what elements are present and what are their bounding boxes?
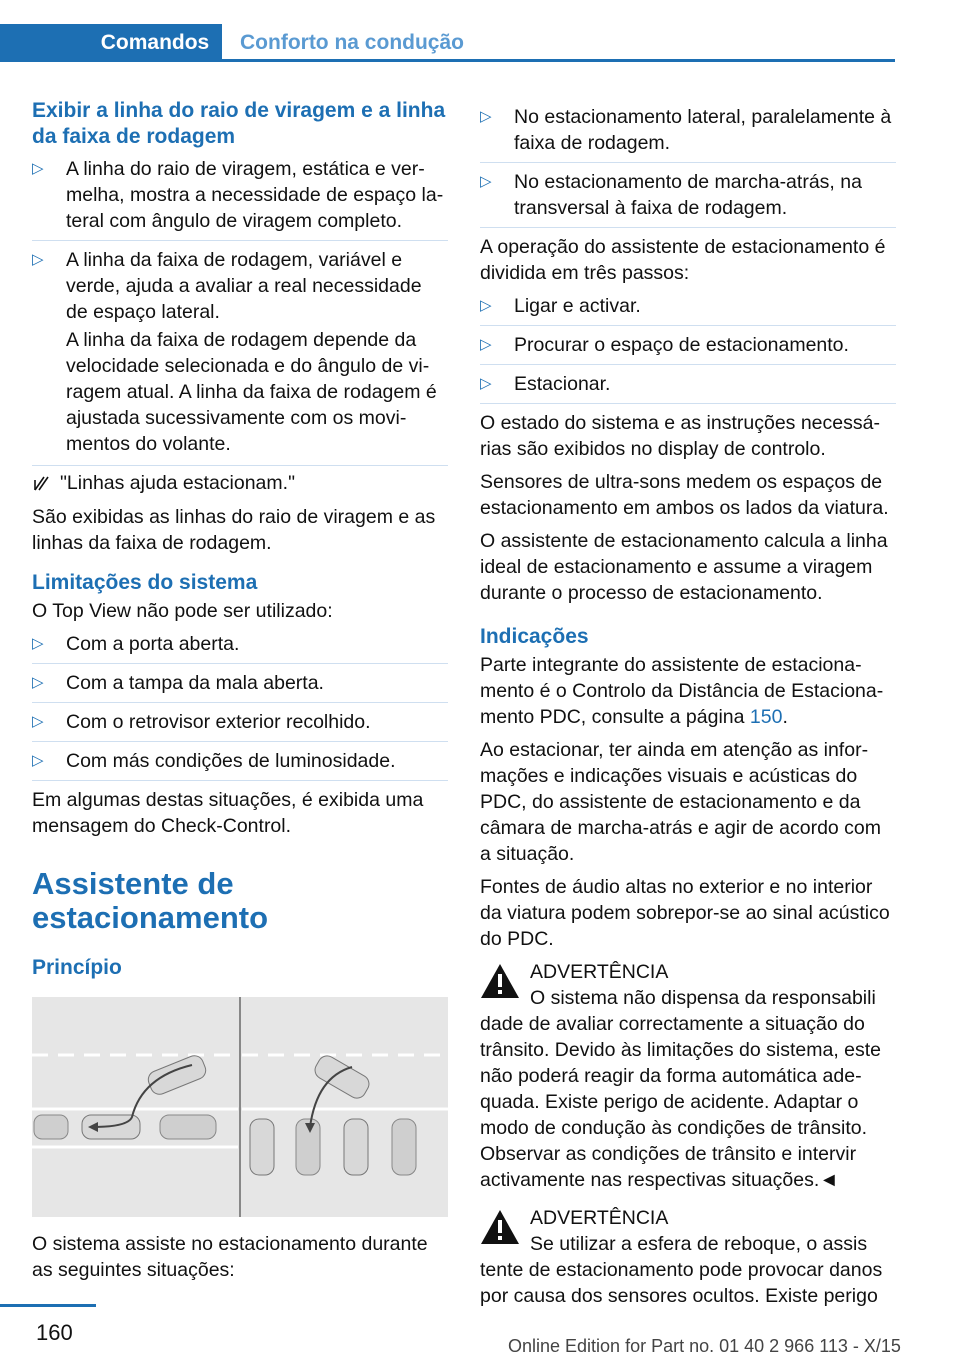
left-column bbox=[32, 98, 448, 1290]
list-situacoes bbox=[480, 104, 896, 228]
menu-selection-icon bbox=[32, 474, 50, 492]
warning-triangle-icon bbox=[480, 963, 520, 999]
triangle-bullet-icon: ▷ bbox=[480, 336, 492, 353]
page-number: 160 bbox=[36, 1320, 73, 1345]
paragraph: O Top View não pode ser utilizado: bbox=[32, 600, 333, 622]
triangle-bullet-icon: ▷ bbox=[480, 173, 492, 190]
footer-divider bbox=[0, 1304, 96, 1307]
heading-limitacoes: Limitações do sistema bbox=[32, 571, 258, 594]
triangle-bullet-icon: ▷ bbox=[480, 108, 492, 125]
footer bbox=[0, 1300, 960, 1362]
triangle-bullet-icon: ▷ bbox=[32, 251, 44, 268]
list-item: ▷ A linha do raio de viragem, estática e vermelha, mostra a necessidade de espaço lateral com ângulo de viragem completo. bbox=[32, 156, 448, 241]
paragraph: A operação do assistente de estacionamento é dividida em três passos: bbox=[480, 236, 886, 284]
list-item: ▷ No estacionamento lateral, paralelamente à faixa de rodagem. bbox=[480, 104, 896, 163]
section-title: Assistente de estacionamento bbox=[32, 866, 269, 935]
header-bar bbox=[0, 0, 895, 62]
tab-comandos[interactable]: Comandos bbox=[0, 24, 222, 62]
tab-conforto[interactable]: Conforto na condução bbox=[240, 31, 464, 54]
paragraph: Fontes de áudio altas no exterior e no interior da viatura podem sobrepor-se ao sinal acústico do PDC. bbox=[480, 876, 890, 950]
triangle-bullet-icon: ▷ bbox=[32, 752, 44, 769]
triangle-bullet-icon: ▷ bbox=[32, 713, 44, 730]
right-column bbox=[480, 104, 896, 1321]
list-limitacoes bbox=[32, 631, 448, 781]
paragraph: São exibidas as linhas do raio de viragem e as linhas da faixa de rodagem. bbox=[32, 506, 436, 554]
list-passos bbox=[480, 293, 896, 404]
list-item: ▷ Com o retrovisor exterior recolhido. bbox=[32, 709, 448, 742]
header-divider bbox=[222, 59, 895, 62]
triangle-bullet-icon: ▷ bbox=[480, 375, 492, 392]
list-item: ▷ Procurar o espaço de estacionamento. bbox=[480, 332, 896, 365]
triangle-bullet-icon: ▷ bbox=[32, 674, 44, 691]
warning-box bbox=[480, 959, 896, 1193]
list-item: ▷ A linha da faixa de rodagem, variável e verde, ajuda a avaliar a real necessidade de espaço lateral. bbox=[32, 249, 422, 323]
edition-label: Online Edition for Part no. 01 40 2 966 113 - X/15 bbox=[508, 1336, 901, 1356]
list-item: ▷ Estacionar. bbox=[480, 371, 896, 404]
list-sub-paragraph: A linha da faixa de rodagem depende da velocidade selecionada e do ângulo de viragem atual. A linha da faixa de rodagem é ajustada sucessivamente com os movimentos do volante. bbox=[66, 329, 437, 455]
triangle-bullet-icon: ▷ bbox=[32, 160, 44, 177]
paragraph-with-link: Parte integrante do assistente de estacionamento é o Controlo da Distância de Estacionamento PDC, consulte a página 150. bbox=[480, 654, 884, 728]
list-item: ▷ Ligar e activar. bbox=[480, 293, 896, 326]
heading-linhas: Exibir a linha do raio de viragem e a linha da faixa de rodagem bbox=[32, 99, 446, 148]
list-item: ▷ No estacionamento de marcha-atrás, na transversal à faixa de rodagem. bbox=[480, 169, 896, 228]
parking-diagram-icon bbox=[32, 997, 448, 1217]
paragraph: O estado do sistema e as instruções necessárias são exibidos no display de controlo. bbox=[480, 412, 880, 460]
page-link[interactable]: 150 bbox=[749, 706, 783, 728]
triangle-bullet-icon: ▷ bbox=[480, 297, 492, 314]
paragraph: Ao estacionar, ter ainda em atenção as informações e indicações visuais e acústicas do PDC, do assistente de estacionamento e da câmara de marcha-atrás e agir de acordo com a situação. bbox=[480, 739, 882, 865]
paragraph: Sensores de ultra-sons medem os espaços de estacionamento em ambos os lados da viatura. bbox=[480, 471, 889, 519]
paragraph: Em algumas destas situações, é exibida uma mensagem do Check-Control. bbox=[32, 789, 424, 837]
warning-text-continued: dade de avaliar correctamente a situação do trânsito. Devido às limitações do sistema, este não poderá reagir da forma automática adequada. Existe perigo de acidente. Adaptar o modo de condução às condições de trânsito. Observar as condições de trânsito e intervir activamente nas respectivas situações.◄ bbox=[480, 1013, 882, 1191]
warning-text: Se utilizar a esfera de reboque, o assis bbox=[530, 1233, 868, 1255]
parking-illustration bbox=[32, 997, 448, 1217]
warning-text-continued: tente de estacionamento pode provocar danos por causa dos sensores ocultos. Existe perigo bbox=[480, 1259, 883, 1307]
list-item: ▷ Com a tampa da mala aberta. bbox=[32, 670, 448, 703]
triangle-bullet-icon: ▷ bbox=[32, 635, 44, 652]
list-linhas bbox=[32, 156, 448, 331]
heading-indicacoes: Indicações bbox=[480, 625, 589, 648]
menu-item-label: "Linhas ajuda estacionam." bbox=[60, 472, 295, 494]
list-item: ▷ Com más condições de luminosidade. bbox=[32, 748, 448, 781]
list-item: ▷ Com a porta aberta. bbox=[32, 631, 448, 664]
paragraph: O assistente de estacionamento calcula a linha ideal de estacionamento e assume a viragem durante o processo de estacionamento. bbox=[480, 530, 888, 604]
warning-title: ADVERTÊNCIA bbox=[530, 961, 669, 983]
warning-text: O sistema não dispensa da responsabili bbox=[530, 987, 876, 1009]
warning-box bbox=[480, 1205, 896, 1309]
warning-title: ADVERTÊNCIA bbox=[530, 1207, 669, 1229]
menu-path bbox=[32, 470, 448, 496]
heading-principio: Princípio bbox=[32, 956, 122, 979]
warning-triangle-icon bbox=[480, 1209, 520, 1245]
paragraph: O sistema assiste no estacionamento durante as seguintes situações: bbox=[32, 1233, 428, 1281]
